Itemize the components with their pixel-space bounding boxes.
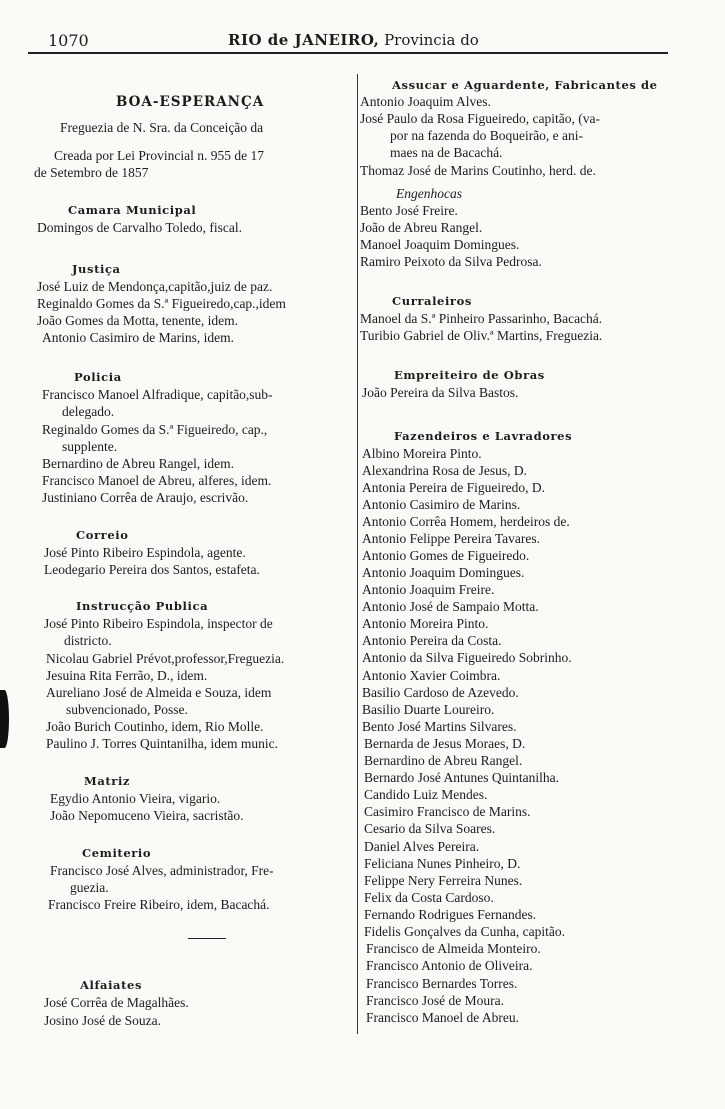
assucar-entry: maes na de Bacachá. <box>390 145 503 160</box>
assucar-entry: Antonio Joaquim Alves. <box>360 94 491 109</box>
curraleiros-entry: Turibio Gabriel de Oliv.ª Martins, Freguezia. <box>360 328 603 343</box>
fazendeiro-entry: Antonio Casimiro de Marins. <box>362 497 521 512</box>
policia-entry: supplente. <box>62 439 118 454</box>
fazendeiro-entry: Cesario da Silva Soares. <box>364 821 496 836</box>
fazendeiro-entry: Antonio Joaquim Freire. <box>362 582 495 597</box>
fazendeiro-entry: Antonio da Silva Figueiredo Sobrinho. <box>362 650 572 665</box>
fazendeiro-entry: Candido Luiz Mendes. <box>364 787 488 802</box>
fazendeiro-entry: Bento José Martins Silvares. <box>362 719 517 734</box>
instrucao-entry: José Pinto Ribeiro Espindola, inspector de <box>44 616 273 631</box>
correio-entry: José Pinto Ribeiro Espindola, agente. <box>44 545 246 560</box>
engenhocas-heading: Engenhocas <box>396 186 462 201</box>
fazendeiro-entry: Francisco Bernardes Torres. <box>366 976 518 991</box>
section-title: BOA-ESPERANÇA <box>116 94 265 110</box>
fazendeiro-entry: Bernardo José Antunes Quintanilha. <box>364 770 559 785</box>
cemiterio-heading: Cemiterio <box>82 846 152 860</box>
justica-heading: Justiça <box>72 262 121 276</box>
fazendeiro-entry: Albino Moreira Pinto. <box>362 446 482 461</box>
fazendeiro-entry: Casimiro Francisco de Marins. <box>364 804 531 819</box>
fazendeiro-entry: Francisco Manoel de Abreu. <box>366 1010 519 1025</box>
fazendeiro-entry: Alexandrina Rosa de Jesus, D. <box>362 463 527 478</box>
fazendeiro-entry: Antonio Moreira Pinto. <box>362 616 489 631</box>
instrucao-heading: Instrucção Publica <box>76 599 209 613</box>
header-rule <box>28 52 668 54</box>
section-end-rule <box>188 938 226 939</box>
engenhocas-entry: Manoel Joaquim Domingues. <box>360 237 520 252</box>
fazendeiro-entry: Basilio Cardoso de Azevedo. <box>362 685 519 700</box>
policia-heading: Policia <box>74 370 122 384</box>
fazendeiro-entry: Fernando Rodrigues Fernandes. <box>364 907 537 922</box>
fazendeiro-entry: Antonio Corrêa Homem, herdeiros de. <box>362 514 570 529</box>
empreiteiro-heading: Empreiteiro de Obras <box>394 368 545 382</box>
alfaiates-entry: José Corrêa de Magalhães. <box>44 995 189 1010</box>
fazendeiros-heading: Fazendeiros e Lavradores <box>394 429 573 443</box>
engenhocas-entry: João de Abreu Rangel. <box>360 220 483 235</box>
assucar-entry: Thomaz José de Marins Coutinho, herd. de. <box>360 163 596 178</box>
fazendeiro-entry: Basilio Duarte Loureiro. <box>362 702 495 717</box>
fazendeiro-entry: Antonia Pereira de Figueiredo, D. <box>362 480 545 495</box>
assucar-entry: José Paulo da Rosa Figueiredo, capitão, (va- <box>360 111 600 126</box>
instrucao-entry: Aureliano José de Almeida e Souza, idem <box>46 685 272 700</box>
assucar-heading: Assucar e Aguardente, Fabricantes de <box>392 78 658 92</box>
fazendeiro-entry: Felippe Nery Ferreira Nunes. <box>364 873 523 888</box>
justica-entry: João Gomes da Motta, tenente, idem. <box>37 313 238 328</box>
cemiterio-entry: Francisco José Alves, administrador, Fre- <box>50 863 274 878</box>
fazendeiro-entry: Bernarda de Jesus Moraes, D. <box>364 736 526 751</box>
camara-entry: Domingos de Carvalho Toledo, fiscal. <box>37 220 243 235</box>
correio-heading: Correio <box>76 528 129 542</box>
cemiterio-entry: Francisco Freire Ribeiro, idem, Bacachá. <box>48 897 270 912</box>
creada-line-2: de Setembro de 1857 <box>34 165 149 180</box>
instrucao-entry: Nicolau Gabriel Prévot,professor,Freguezia. <box>46 651 285 666</box>
column-divider <box>357 74 358 1034</box>
fazendeiro-entry: Antonio Joaquim Domingues. <box>362 565 525 580</box>
ink-blot <box>0 690 9 748</box>
matriz-entry: João Nepomuceno Vieira, sacristão. <box>50 808 244 823</box>
engenhocas-entry: Bento José Freire. <box>360 203 458 218</box>
empreiteiro-entry: João Pereira da Silva Bastos. <box>362 385 519 400</box>
alfaiates-entry: Josino José de Souza. <box>44 1013 161 1028</box>
fazendeiro-entry: Francisco de Almeida Monteiro. <box>366 941 541 956</box>
creada-line-1: Creada por Lei Provincial n. 955 de 17 <box>54 148 264 163</box>
fazendeiro-entry: Antonio Xavier Coimbra. <box>362 668 501 683</box>
running-head-place: RIO de JANEIRO, <box>228 31 380 49</box>
policia-entry: Reginaldo Gomes da S.ª Figueiredo, cap., <box>42 422 268 437</box>
running-head <box>228 31 479 49</box>
matriz-entry: Egydio Antonio Vieira, vigario. <box>50 791 221 806</box>
fazendeiro-entry: Felix da Costa Cardoso. <box>364 890 494 905</box>
fazendeiro-entry: Bernardino de Abreu Rangel. <box>364 753 523 768</box>
policia-entry: Bernardino de Abreu Rangel, idem. <box>42 456 234 471</box>
instrucao-entry: districto. <box>64 633 112 648</box>
engenhocas-entry: Ramiro Peixoto da Silva Pedrosa. <box>360 254 542 269</box>
freguezia-line: Freguezia de N. Sra. da Conceição da <box>60 120 264 135</box>
camara-heading: Camara Municipal <box>68 203 197 217</box>
instrucao-entry: Jesuina Rita Ferrão, D., idem. <box>46 668 208 683</box>
instrucao-entry: subvencionado, Posse. <box>66 702 188 717</box>
correio-entry: Leodegario Pereira dos Santos, estafeta. <box>44 562 260 577</box>
fazendeiro-entry: Feliciana Nunes Pinheiro, D. <box>364 856 521 871</box>
justica-entry: Antonio Casimiro de Marins, idem. <box>42 330 234 345</box>
fazendeiro-entry: Antonio José de Sampaio Motta. <box>362 599 539 614</box>
cemiterio-entry: guezia. <box>70 880 109 895</box>
instrucao-entry: Paulino J. Torres Quintanilha, idem munic. <box>46 736 279 751</box>
policia-entry: Francisco Manoel Alfradique, capitão,sub- <box>42 387 273 402</box>
curraleiros-entry: Manoel da S.ª Pinheiro Passarinho, Bacachá. <box>360 311 603 326</box>
policia-entry: Francisco Manoel de Abreu, alferes, idem. <box>42 473 272 488</box>
fazendeiro-entry: Daniel Alves Pereira. <box>364 839 480 854</box>
fazendeiro-entry: Fidelis Gonçalves da Cunha, capitão. <box>364 924 565 939</box>
running-head-province: Provincia do <box>379 31 479 49</box>
policia-entry: delegado. <box>62 404 115 419</box>
justica-entry: José Luiz de Mendonça,capitão,juiz de paz. <box>37 279 273 294</box>
fazendeiro-entry: Francisco José de Moura. <box>366 993 504 1008</box>
fazendeiro-entry: Antonio Gomes de Figueiredo. <box>362 548 530 563</box>
matriz-heading: Matriz <box>84 774 131 788</box>
page-header <box>0 31 725 51</box>
page-number: 1070 <box>48 31 89 50</box>
policia-entry: Justiniano Corrêa de Araujo, escrivão. <box>42 490 249 505</box>
fazendeiro-entry: Antonio Pereira da Costa. <box>362 633 502 648</box>
fazendeiro-entry: Antonio Felippe Pereira Tavares. <box>362 531 541 546</box>
justica-entry: Reginaldo Gomes da S.ª Figueiredo,cap.,idem <box>37 296 286 311</box>
fazendeiro-entry: Francisco Antonio de Oliveira. <box>366 958 533 973</box>
curraleiros-heading: Curraleiros <box>392 294 472 308</box>
assucar-entry: por na fazenda do Boqueirão, e ani- <box>390 128 584 143</box>
alfaiates-heading: Alfaiates <box>80 978 143 992</box>
instrucao-entry: João Burich Coutinho, idem, Rio Molle. <box>46 719 264 734</box>
